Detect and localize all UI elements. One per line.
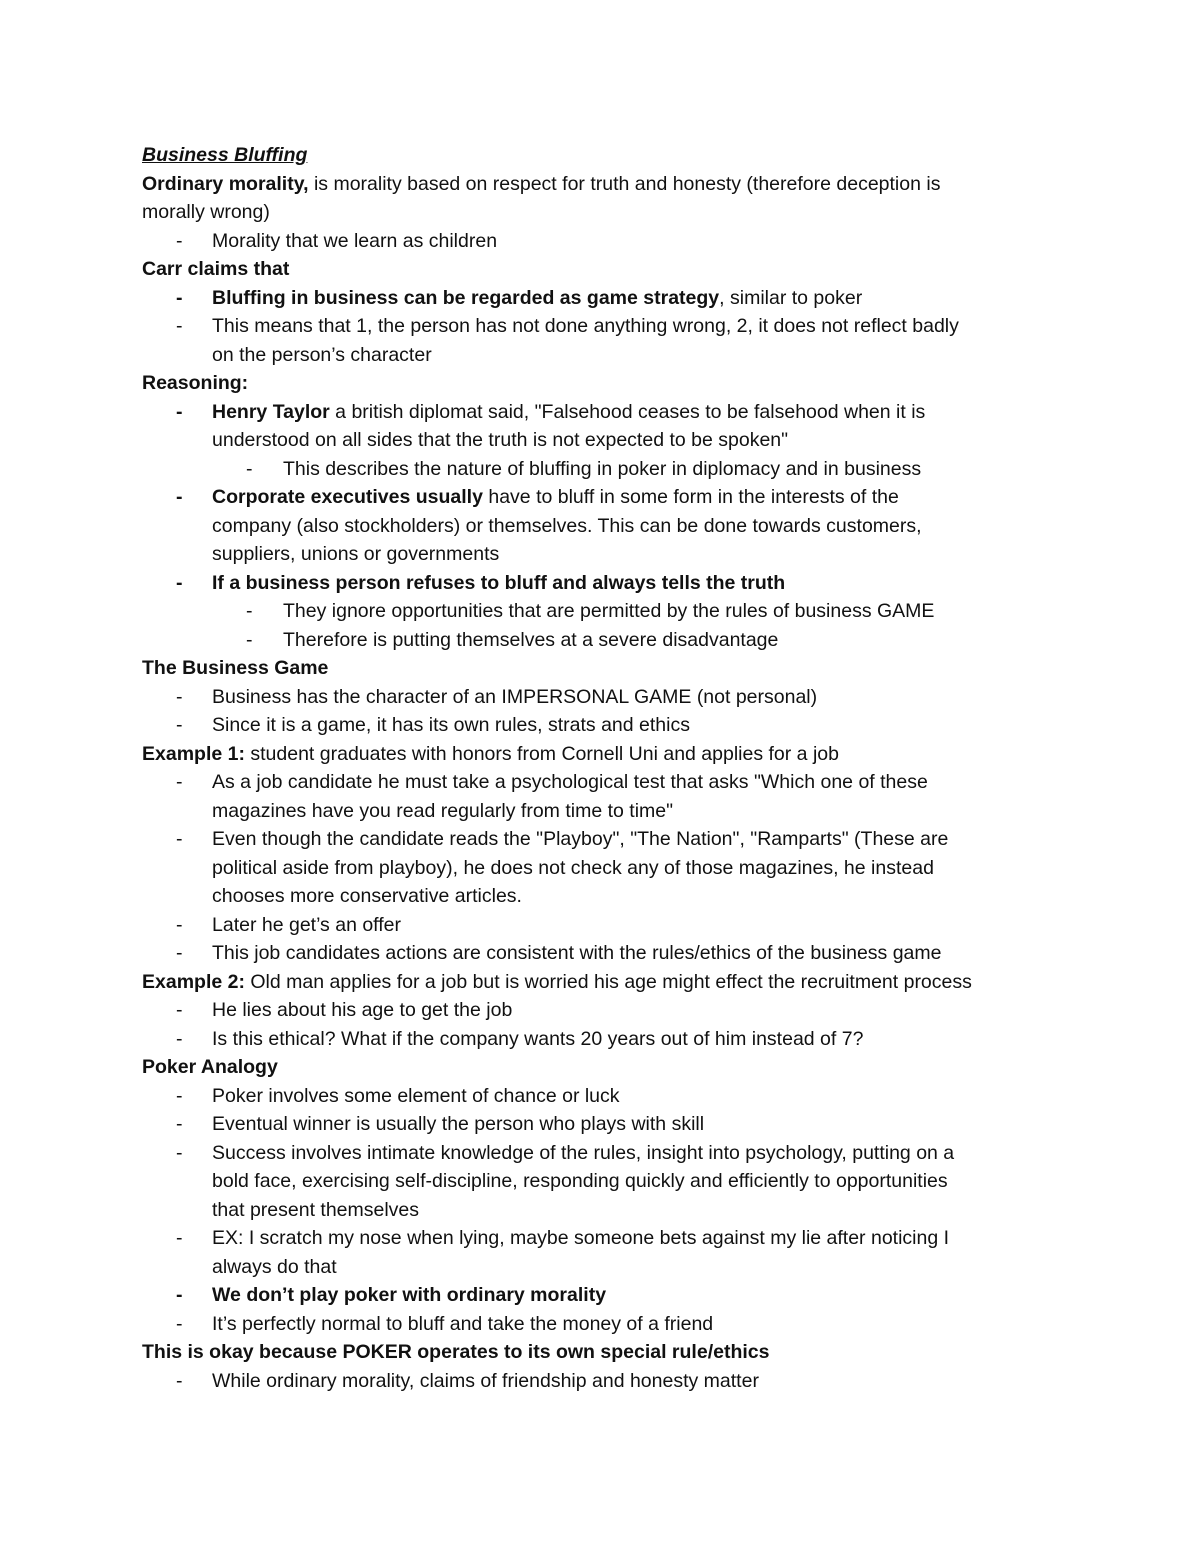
list-item [142, 939, 1142, 968]
list-item-text: This job candidates actions are consistent with the rules/ethics of the business game [212, 942, 942, 964]
list-item-text: If a business person refuses to bluff and always tells the truth [212, 571, 786, 594]
list-item-text: Eventual winner is usually the person who plays with skill [212, 1113, 705, 1135]
section-heading-poker-analogy: Poker Analogy [142, 1056, 278, 1078]
list-item-text: Is this ethical? What if the company wants 20 years out of him instead of 7? [212, 1027, 864, 1050]
list-item-text: He lies about his age to get the job [212, 999, 513, 1021]
document-body [142, 141, 1142, 1395]
list-item-text: Morality that we learn as children [212, 229, 498, 252]
bullet-dash: - [176, 1312, 183, 1335]
list-item-text: Business has the character of an IMPERSONAL GAME (not personal) [212, 685, 818, 708]
sub-list-item [142, 597, 1142, 626]
bullet-dash: - [246, 457, 253, 480]
section-example-2 [142, 968, 1142, 997]
bullet-dash: - [176, 828, 183, 850]
list-item-text-continued: suppliers, unions or governments [212, 543, 500, 565]
term-ordinary-morality: Ordinary morality, [142, 172, 309, 195]
bullet-dash: - [176, 1113, 183, 1135]
example-text: Old man applies for a job but is worried his age might effect the recruitment process [244, 970, 972, 993]
list-item [142, 996, 1142, 1025]
list-item [142, 1082, 1142, 1111]
list-item-text-continued: understood on all sides that the truth is not expected to be spoken" [212, 429, 789, 451]
list-item [142, 711, 1142, 740]
list-item-text: While ordinary morality, claims of friendship and honesty matter [212, 1369, 759, 1392]
bullet-dash: - [176, 286, 183, 309]
section-heading-poker-rules: This is okay because POKER operates to its own special rule/ethics [142, 1341, 770, 1363]
list-item-text: We don’t play poker with ordinary morality [212, 1284, 607, 1306]
paragraph-ordinary-morality [142, 170, 1142, 199]
bullet-dash: - [176, 1284, 183, 1306]
paragraph-text: is morality based on respect for truth and honesty (therefore deception is [308, 172, 941, 195]
bullet-dash: - [176, 913, 183, 936]
list-item [142, 1025, 1142, 1054]
section-example-1 [142, 740, 1142, 769]
bullet-dash: - [176, 1369, 183, 1392]
list-item-text-continued: chooses more conservative articles. [212, 885, 522, 907]
bold-text: Bluffing in business can be regarded as game strategy [212, 286, 720, 309]
list-item-text: Later he get’s an offer [212, 913, 402, 936]
list-item [142, 1224, 1142, 1281]
bullet-dash: - [176, 1227, 183, 1249]
example-label: Example 1: [142, 742, 245, 765]
bold-text: Henry Taylor [212, 400, 330, 423]
plain-text: , similar to poker [719, 286, 863, 309]
bullet-dash: - [176, 714, 183, 736]
list-item [142, 768, 1142, 825]
list-item-text: Even though the candidate reads the "Playboy", "The Nation", "Ramparts" (These are [212, 828, 949, 850]
list-item [142, 1367, 1142, 1396]
list-item-text-continued: bold face, exercising self-discipline, responding quickly and efficiently to opportunities [212, 1170, 948, 1192]
list-item [142, 398, 1142, 455]
bullet-dash: - [176, 942, 183, 964]
list-item-text-continued: magazines have you read regularly from time to time" [212, 799, 674, 822]
bullet-dash: - [176, 400, 183, 423]
plain-text: have to bluff in some form in the interests of the [482, 486, 899, 508]
plain-text: a british diplomat said, "Falsehood ceases to be falsehood when it is [329, 400, 926, 423]
list-item-text: This means that 1, the person has not done anything wrong, 2, it does not reflect badly [212, 315, 959, 337]
list-item [142, 911, 1142, 940]
bullet-dash: - [246, 628, 253, 651]
list-item-text [212, 398, 1142, 427]
list-item-text: Since it is a game, it has its own rules, strats and ethics [212, 714, 690, 736]
document-title: Business Bluffing [142, 144, 308, 166]
bullet-dash: - [176, 315, 183, 337]
list-item [142, 825, 1142, 911]
list-item-text: EX: I scratch my nose when lying, maybe someone bets against my lie after noticing I [212, 1227, 950, 1249]
list-item-text-continued: political aside from playboy), he does not check any of those magazines, he instead [212, 856, 934, 879]
example-text: student graduates with honors from Cornell Uni and applies for a job [244, 742, 839, 765]
list-item-text [212, 483, 1142, 512]
list-item [142, 227, 1142, 256]
list-item-text [212, 284, 1142, 313]
sub-list-item [142, 455, 1142, 484]
list-item [142, 683, 1142, 712]
bullet-dash: - [246, 600, 253, 622]
section-heading-carr-claims: Carr claims that [142, 258, 290, 280]
bullet-dash: - [176, 1027, 183, 1050]
list-item-text: Success involves intimate knowledge of the rules, insight into psychology, putting on a [212, 1141, 955, 1164]
list-item-text-continued: that present themselves [212, 1198, 420, 1221]
list-item [142, 483, 1142, 569]
bullet-dash: - [176, 1141, 183, 1164]
bold-text: Corporate executives usually [212, 486, 483, 508]
list-item [142, 569, 1142, 598]
list-item-text-continued: always do that [212, 1255, 337, 1278]
bullet-dash: - [176, 1084, 183, 1107]
bullet-dash: - [176, 571, 183, 594]
paragraph-continuation: morally wrong) [142, 201, 270, 223]
list-item [142, 284, 1142, 313]
list-item [142, 1310, 1142, 1339]
bullet-dash: - [176, 999, 183, 1021]
bullet-dash: - [176, 229, 183, 252]
list-item [142, 1139, 1142, 1225]
bullet-dash: - [176, 486, 183, 508]
section-heading-reasoning: Reasoning: [142, 372, 249, 394]
list-item-text: They ignore opportunities that are permitted by the rules of business GAME [283, 600, 935, 622]
list-item-text: As a job candidate he must take a psychological test that asks "Which one of these [212, 771, 928, 793]
sub-list-item [142, 626, 1142, 655]
list-item-text-continued: on the person’s character [212, 343, 432, 366]
list-item [142, 1281, 1142, 1310]
list-item-text: This describes the nature of bluffing in poker in diplomacy and in business [283, 457, 922, 480]
list-item-text: It’s perfectly normal to bluff and take the money of a friend [212, 1312, 714, 1335]
list-item [142, 312, 1142, 369]
list-item-text: Therefore is putting themselves at a severe disadvantage [283, 628, 779, 651]
list-item-text: Poker involves some element of chance or luck [212, 1084, 620, 1107]
list-item [142, 1110, 1142, 1139]
bullet-dash: - [176, 771, 183, 793]
section-heading-business-game: The Business Game [142, 657, 329, 679]
list-item-text-continued: company (also stockholders) or themselves. This can be done towards customers, [212, 514, 922, 537]
bullet-dash: - [176, 685, 183, 708]
example-label: Example 2: [142, 970, 245, 993]
